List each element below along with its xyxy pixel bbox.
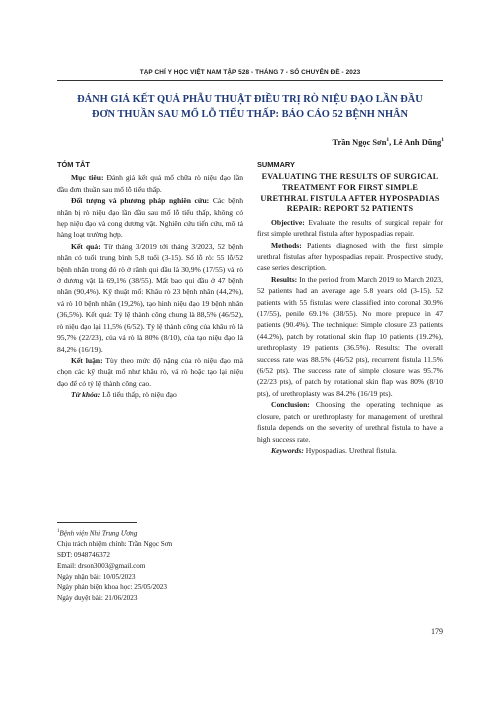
en-objective-label: Objective:	[271, 217, 305, 227]
author-separator: ,	[389, 137, 394, 147]
en-results	[257, 274, 443, 399]
en-results-label: Results:	[271, 274, 298, 284]
author-2-affiliation: 1	[441, 137, 444, 143]
vn-results-text: Từ tháng 3/2019 tới tháng 3/2023, 52 bệnh nhân có tuổi trung bình 5,8 tuổi (3-15). Số lỗ rò: 55 lỗ/52 bệnh nhân trong đó rò ở rãnh qui đầu là 30,9% (17/55) và rò ở dương vật là 69,1% (38/55). Mất bao qui đầu ở 47 bệnh nhân (90,4%). Kỹ thuật mổ: Khâu rò 23 bệnh nhân (44,2%), vá rò 10 bệnh nhân (19,2%), tạo hình niệu đạo 19 bệnh nhân (36,5%). Kết quả: Tỷ lệ thành công chung là 88,5% (46/52), rò niệu đạo lại 11,5% (6/52). Tỷ lệ thành công của khâu rò là 95,7% (22/23), của vá rò là 80% (8/10), của tạo niệu đạo là 84,2% (16/19).	[57, 241, 243, 354]
responsible-author: Chịu trách nhiệm chính: Trần Ngọc Sơn	[57, 540, 173, 549]
vn-objective-label: Mục tiêu:	[71, 173, 104, 183]
vn-keywords-text: Lỗ tiểu thấp, rò niệu đạo	[100, 390, 177, 400]
accepted-date: Ngày duyệt bài: 21/06/2023	[57, 594, 138, 603]
en-article-title: EVALUATING THE RESULTS OF SURGICAL TREATMENT FOR FIRST SIMPLE URETHRAL FISTULA AFTER HYPOSPADIAS REPAIR: REPORT 52 PATIENTS	[260, 172, 440, 214]
article-title	[40, 93, 460, 122]
email-address: Email: drson3003@gmail.com	[57, 561, 146, 570]
vn-results-label: Kết quả:	[71, 241, 101, 251]
phone-number: SĐT: 0948746372	[57, 550, 110, 559]
journal-header: TẠP CHÍ Y HỌC VIỆT NAM TẬP 528 - THÁNG 7 - SỐ CHUYÊN ĐỀ - 2023	[139, 69, 361, 76]
title-line-1: ĐÁNH GIÁ KẾT QUẢ PHẪU THUẬT ĐIỀU TRỊ RÒ NIỆU ĐẠO LẦN ĐẦU	[77, 94, 423, 105]
reviewed-date: Ngày phản biện khoa học: 25/05/2023	[57, 583, 167, 592]
author-1-affiliation: 1	[386, 137, 390, 143]
vn-objective	[57, 172, 243, 195]
title-line-2: ĐƠN THUẦN SAU MỔ LỖ TIỂU THẤP: BÁO CÁO 52 BỆNH NHÂN	[91, 108, 409, 120]
author-1: Trần Ngọc Sơn	[332, 137, 387, 147]
affiliation-note	[57, 527, 243, 539]
english-abstract	[257, 159, 443, 456]
received-date: Ngày nhận bài: 10/05/2023	[57, 572, 136, 581]
author-2: Lê Anh Dũng	[393, 137, 442, 147]
vn-methods	[57, 195, 243, 241]
en-results-text: In the period from March 2019 to March 2023, 52 patients had an average age 5.8 years old (3-15). 52 patients with 55 fistulas were classified into coronal 30.9% (17/55), penile 69.1% (38/55). No more prepuce in 47 patients (90.4%). The technique: Simple closure 23 patients (44.2%), patch by rotational skin flap 10 patients (19.2%), urethroplasty 19 patients (36.5%). Results: The overall success rate was 88.5% (46/52 pts), recurrent fistula 11.5% (6/52 pts). The success rate of simple closure was 95.7% (22/23 pts), of patch by rotational skin flap was 80% (8/10 pts), of urethroplasty was 84.2% (16/19 pts).	[257, 274, 443, 398]
vn-methods-text: Các bệnh nhân bị rò niệu đạo lần đầu sau mổ lỗ tiểu thấp, không có hẹp niệu đạo và cong dương vật. Nghiên cứu tiến cứu, mô tả hàng loạt trường hợp.	[57, 196, 243, 240]
vn-objective-text: Đánh giá kết quả mổ chữa rò niệu đạo lần đầu đơn thuần sau mổ lỗ tiểu thấp.	[57, 173, 244, 194]
vn-conclusion-label: Kết luận:	[71, 355, 103, 365]
footnote-rule	[57, 522, 137, 523]
en-objective	[257, 217, 443, 240]
en-keywords	[257, 445, 443, 456]
en-conclusion-label: Conclusion:	[271, 400, 310, 410]
en-objective-text: Evaluate the results of surgical repair for first simple urethral fistula after hypospadias repair.	[257, 217, 443, 239]
en-conclusion-text: Choosing the operating technique as closure, patch or urethroplasty for management of urethral fistula depends on the severity of urethral fistula to have a high success rate.	[257, 400, 443, 444]
en-keywords-text: Hypospadias. Urethral fistula.	[303, 445, 397, 455]
en-methods-label: Methods:	[271, 240, 302, 250]
vn-conclusion	[57, 355, 243, 389]
vn-keywords-label: Từ khóa:	[71, 390, 101, 400]
vn-conclusion-text: Tùy theo mức độ nặng của rò niệu đạo mà chọn các kỹ thuật mổ như khâu rò, vá rò hoặc tạo lại niệu đạo để có tỷ lệ thành công cao.	[57, 355, 243, 388]
vn-keywords	[57, 389, 243, 400]
en-abstract-heading: SUMMARY	[257, 160, 295, 169]
vn-results	[57, 241, 243, 355]
en-methods-text: Patients diagnosed with the first simple urethral fistulas after hypospadias repair. Prospective study, case series description.	[257, 240, 443, 273]
vietnamese-abstract	[57, 159, 243, 401]
affiliation-text: Bệnh viện Nhi Trung Ương	[59, 529, 138, 538]
footnotes	[57, 527, 243, 604]
en-keywords-label: Keywords:	[271, 445, 304, 455]
page-number: 179	[431, 627, 443, 636]
en-conclusion	[257, 399, 443, 445]
affiliation-marker: 1	[57, 529, 60, 534]
en-methods	[257, 240, 443, 274]
author-list	[333, 137, 444, 147]
vn-methods-label: Đối tượng và phương pháp nghiên cứu:	[71, 196, 210, 206]
vn-abstract-heading: TÓM TẮT	[57, 160, 90, 169]
header-rule	[57, 80, 443, 81]
